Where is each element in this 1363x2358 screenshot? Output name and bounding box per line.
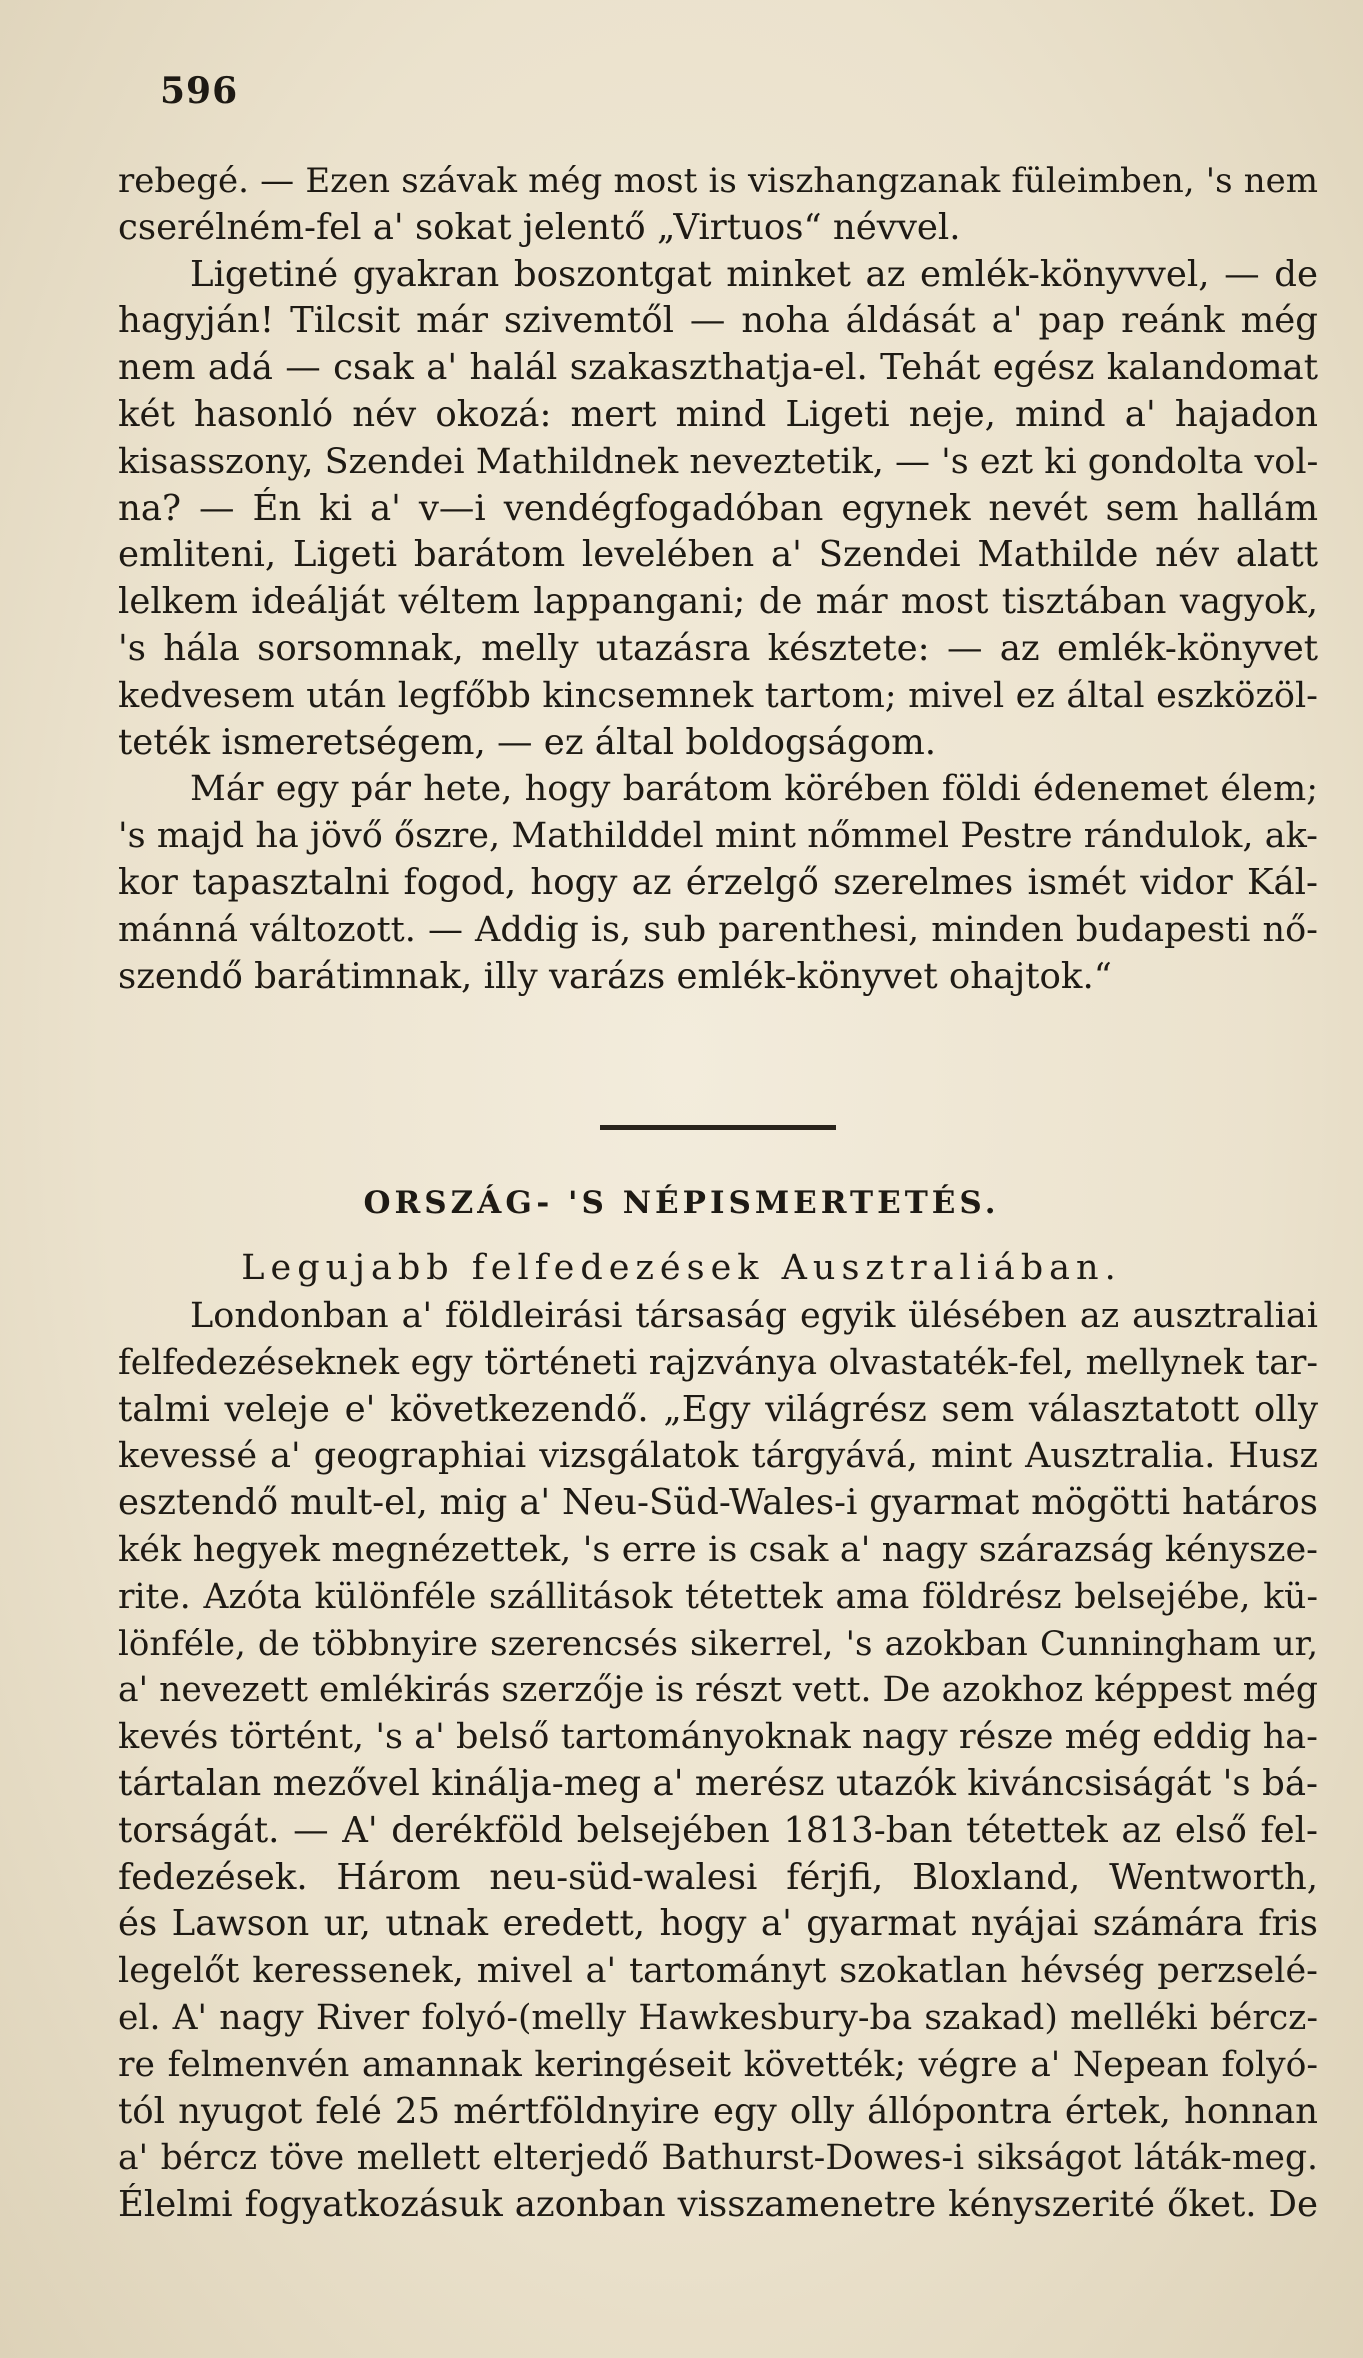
text-line: kor tapasztalni fogod, hogy az érzelgő szerelmes ismét vidor Kál- <box>118 861 1318 903</box>
page-number: 596 <box>160 70 239 112</box>
text-line: Élelmi fogyatkozásuk azonban visszamenetre kényszerité őket. De <box>118 2184 1318 2226</box>
section-heading: ORSZÁG- 'S NÉPISMERTETÉS. <box>363 1185 1000 1221</box>
text-line: a' bércz töve mellett elterjedő Bathurst-Dowes-i sikságot láták-meg. <box>118 2138 1318 2179</box>
text-line: fedezések. Három neu-süd-walesi férjfi, Bloxland, Wentworth, <box>118 1856 1318 1898</box>
letter-text-block <box>118 158 1318 1000</box>
text-line: el. A' nagy River folyó-(melly Hawkesbury-ba szakad) melléki bércz- <box>118 1997 1318 2038</box>
text-line: Már egy pár hete, hogy barátom körében földi édenemet élem; <box>190 769 1318 810</box>
text-line: torságát. — A' derékföld belsejében 1813-ban tétettek az első fel- <box>118 1809 1318 1851</box>
text-line: két hasonló név okozá: mert mind Ligeti neje, mind a' hajadon <box>118 393 1318 435</box>
text-line: rite. Azóta különféle szállitások tétettek ama földrész belsejébe, kü- <box>118 1576 1318 1617</box>
text-line: lönféle, de többnyire szerencsés sikerrel, 's azokban Cunningham ur, <box>118 1623 1318 1664</box>
text-line: tártalan mezővel kinálja-meg a' merész utazók kiváncsiságát 's bá- <box>118 1762 1318 1804</box>
section-divider <box>600 1125 836 1130</box>
text-line: 's majd ha jövő őszre, Mathilddel mint nőmmel Pestre rándulok, ak- <box>118 816 1318 857</box>
text-line: mánná változott. — Addig is, sub parenthesi, minden budapesti nő- <box>118 909 1318 950</box>
text-line: cserélném-fel a' sokat jelentő „Virtuos“ névvel. <box>118 206 961 248</box>
text-line: tól nyugot felé 25 mértföldnyire egy olly állópontra értek, honnan <box>118 2090 1318 2132</box>
text-line: felfedezéseknek egy történeti rajzványa olvastaték-fel, mellynek tar- <box>118 1342 1318 1383</box>
text-line: a' nevezett emlékirás szerzője is részt vett. De azokhoz képpest még <box>118 1670 1318 1711</box>
text-line: re felmenvén amannak keringéseit követték; végre a' Nepean folyó- <box>118 2044 1318 2085</box>
text-line: teték ismeretségem, — ez által boldogságom. <box>118 721 937 763</box>
text-line: kedvesem után legfőbb kincsemnek tartom; mivel ez által eszközöl- <box>118 675 1318 716</box>
text-line: hagyján! Tilcsit már szivemtől — noha áldását a' pap reánk még <box>118 300 1318 342</box>
text-line: nem adá — csak a' halál szakaszthatja-el. Tehát egész kalandomat <box>118 347 1318 389</box>
text-line: legelőt keressenek, mivel a' tartományt szokatlan hévség perzselé- <box>118 1951 1318 1992</box>
text-line: kisasszony, Szendei Mathildnek neveztetik, — 's ezt ki gondolta vol- <box>118 441 1319 482</box>
text-line: Londonban a' földleirási társaság egyik ülésében az ausztraliai <box>190 1296 1318 1336</box>
text-line: lelkem ideálját véltem lappangani; de már most tisztában vagyok, <box>118 581 1318 623</box>
text-line: esztendő mult-el, mig a' Neu-Süd-Wales-i gyarmat mögötti határos <box>118 1482 1318 1524</box>
text-line: szendő barátimnak, illy varázs emlék-könyvet ohajtok.“ <box>118 955 1112 997</box>
text-line: kevessé a' geographiai vizsgálatok tárgyává, mint Ausztralia. Husz <box>118 1436 1318 1477</box>
text-line: rebegé. — Ezen szávak még most is viszhangzanak füleimben, 's nem <box>118 161 1318 201</box>
article-text-block <box>118 1293 1318 2229</box>
article-title: Legujabb felfedezések Ausztraliában. <box>241 1248 1122 1288</box>
text-line: Ligetiné gyakran boszontgat minket az emlék-könyvvel, — de <box>190 253 1318 295</box>
text-line: na? — Én ki a' v—i vendégfogadóban egynek nevét sem hallám <box>118 487 1318 529</box>
text-line: és Lawson ur, utnak eredett, hogy a' gyarmat nyájai számára fris <box>118 1903 1318 1945</box>
text-line: kék hegyek megnézettek, 's erre is csak a' nagy szárazság kénysze- <box>118 1529 1318 1570</box>
text-line: talmi veleje e' következendő. „Egy világrész sem választatott olly <box>118 1388 1318 1430</box>
text-line: emliteni, Ligeti barátom levelében a' Szendei Mathilde név alatt <box>118 534 1318 576</box>
text-line: 's hála sorsomnak, melly utazásra késztete: — az emlék-könyvet <box>118 627 1318 669</box>
text-line: kevés történt, 's a' belső tartományoknak nagy része még eddig ha- <box>118 1717 1318 1758</box>
